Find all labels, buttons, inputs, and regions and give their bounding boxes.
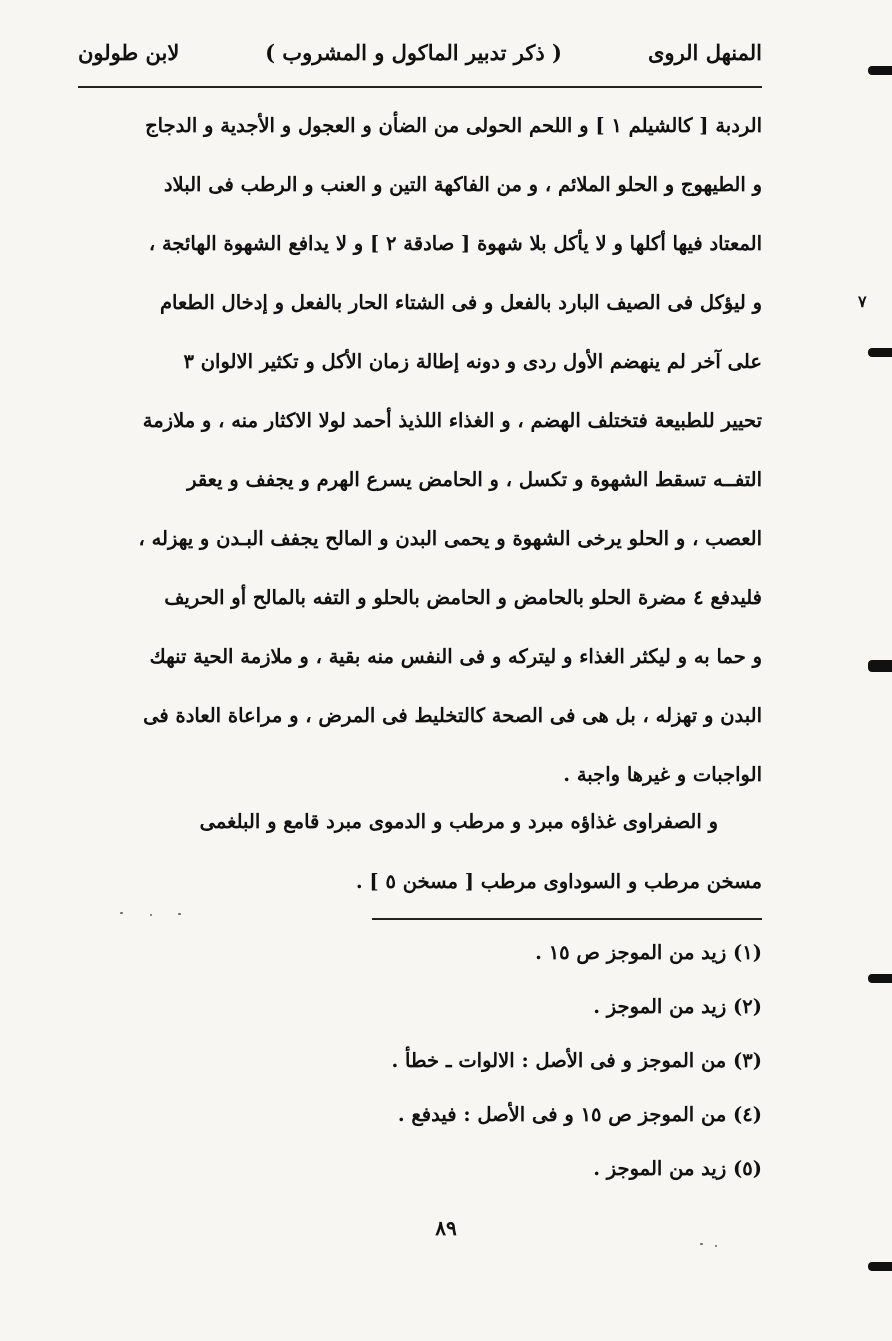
binding-mark bbox=[868, 348, 892, 357]
second-paragraph bbox=[90, 792, 762, 912]
text-line: فليدفع ٤ مضرة الحلو بالحامض و الحامض بالحلو و التفه بالمالح أو الحريف bbox=[164, 586, 762, 609]
footnote-5: (٥) زيد من الموجز . bbox=[593, 1157, 762, 1180]
footnote-rule bbox=[372, 918, 762, 920]
footnote-2: (٢) زيد من الموجز . bbox=[593, 995, 762, 1018]
print-speck bbox=[120, 912, 123, 914]
print-speck bbox=[700, 1243, 703, 1245]
print-speck bbox=[150, 914, 152, 916]
footnote-3: (٣) من الموجز و فى الأصل : الالوات ـ خطأ . bbox=[391, 1049, 762, 1072]
footnotes bbox=[262, 926, 762, 1196]
binding-mark bbox=[868, 974, 892, 983]
text-line: الردبة [ كالشيلم ١ ] و اللحم الحولى من الضأن و العجول و الأجدية و الدجاج bbox=[145, 114, 762, 137]
margin-number: ٧ bbox=[858, 292, 867, 311]
text-line: العصب ، و الحلو يرخى الشهوة و يحمى البدن و المالح يجفف البـدن و يهزله ، bbox=[138, 527, 762, 550]
text-line: و حما به و ليكثر الغذاء و ليتركه و فى النفس منه بقية ، و ملازمة الحية تنهك bbox=[149, 645, 762, 668]
print-speck bbox=[715, 1245, 717, 1247]
binding-mark bbox=[868, 1262, 892, 1271]
text-line: مسخن مرطب و السوداوى مرطب [ مسخن ٥ ] . bbox=[355, 870, 762, 893]
running-header bbox=[78, 34, 762, 80]
text-line: تحيير للطبيعة فتختلف الهضم ، و الغذاء اللذيذ أحمد لولا الاكثار منه ، و ملازمة bbox=[142, 409, 762, 432]
text-line: التفــه تسقط الشهوة و تكسل ، و الحامض يسرع الهرم و يجفف و يعقر bbox=[187, 468, 762, 491]
text-line: و الطيهوج و الحلو الملائم ، و من الفاكهة التين و العنب و الرطب فى البلاد bbox=[163, 173, 762, 196]
binding-mark bbox=[868, 660, 892, 672]
text-line: الواجبات و غيرها واجبة . bbox=[563, 763, 762, 786]
footnote-4: (٤) من الموجز ص ١٥ و فى الأصل : فيدفع . bbox=[397, 1103, 762, 1126]
text-line: المعتاد فيها أكلها و لا يأكل بلا شهوة [ صادقة ٢ ] و لا يدافع الشهوة الهائجة ، bbox=[148, 232, 762, 255]
book-title: المنهل الروى bbox=[647, 40, 762, 65]
print-speck bbox=[178, 913, 181, 915]
text-line: على آخر لم ينهضم الأول ردى و دونه إطالة زمان الأكل و تكثير الالوان ٣ bbox=[183, 350, 762, 373]
text-line: البدن و تهزله ، بل هى فى الصحة كالتخليط فى المرض ، و مراعاة العادة فى bbox=[143, 704, 762, 727]
page-number: ٨٩ bbox=[435, 1216, 457, 1240]
header-rule bbox=[78, 86, 762, 88]
text-line: و الصفراوى غذاؤه مبرد و مرطب و الدموى مبرد قامع و البلغمى bbox=[199, 810, 718, 833]
section-title: ( ذكر تدبير الماكول و المشروب ) bbox=[265, 40, 562, 65]
footnote-1: (١) زيد من الموجز ص ١٥ . bbox=[535, 941, 762, 964]
author-name: لابن طولون bbox=[78, 40, 180, 65]
main-paragraph bbox=[90, 96, 762, 804]
text-line: و ليؤكل فى الصيف البارد بالفعل و فى الشتاء الحار بالفعل و إدخال الطعام bbox=[159, 291, 762, 314]
binding-mark bbox=[868, 66, 892, 75]
